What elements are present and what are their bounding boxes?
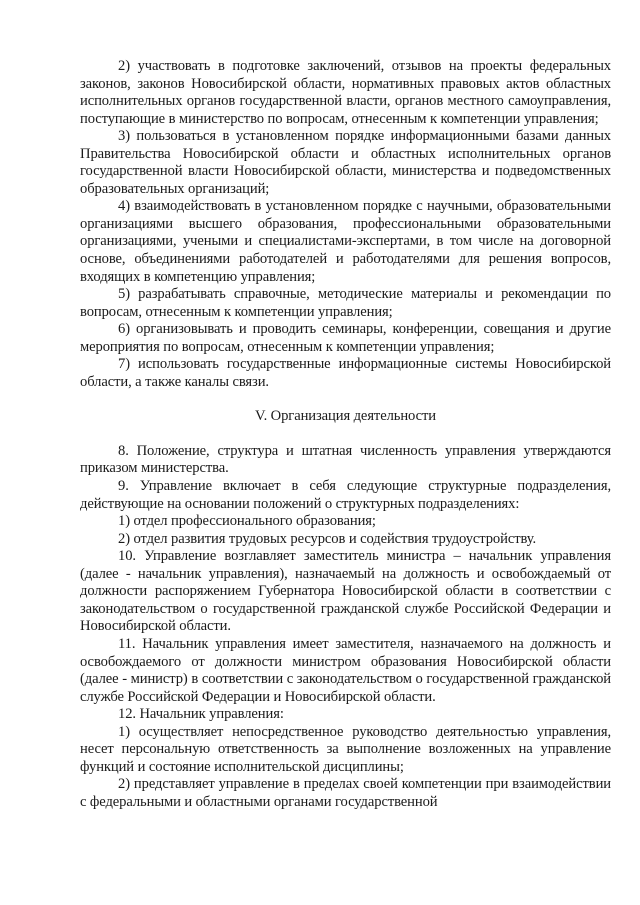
paragraph-9-item-1: 1) отдел профессионального образования;	[118, 513, 376, 530]
paragraph-11: 11. Начальник управления имеет заместителя, назначаемого на должность и освобождаемого от должности министром образования Новосибирской области (далее - министр) в соответствии с законодательством о государственной гражданской службе Российской Федерации и Новосибирской области.	[80, 635, 611, 705]
paragraph-item-2: 2) участвовать в подготовке заключений, отзывов на проекты федеральных законов, законов Новосибирской области, нормативных правовых актов областных исполнительных органов государственной власти, органов местного самоуправления, поступающие в министерство по вопросам, отнесенным к компетенции управления;	[80, 58, 611, 127]
paragraph-9-item-2: 2) отдел развития трудовых ресурсов и содействия трудоустройству.	[118, 530, 537, 547]
document-body	[80, 58, 611, 811]
paragraph-12: 12. Начальник управления:	[118, 706, 284, 723]
paragraph-item-6: 6) организовывать и проводить семинары, конференции, совещания и другие мероприятия по вопросам, отнесенным к компетенции управления;	[80, 321, 611, 355]
paragraph-12-item-1: 1) осуществляет непосредственное руководство деятельностью управления, несет персональную ответственность за выполнение возложенных на управление функций и состояние исполнительской дисциплины;	[80, 723, 611, 775]
paragraph-8: 8. Положение, структура и штатная численность управления утверждаются приказом министерства.	[80, 442, 611, 477]
paragraph-9: 9. Управление включает в себя следующие структурные подразделения, действующие на основании положений о структурных подразделениях:	[80, 478, 611, 512]
paragraph-item-4: 4) взаимодействовать в установленном порядке с научными, образовательными организациями высшего образования, профессиональными образовательными организациями, учеными и специалистами-экспертами, в том числе на договорной основе, объединениями работодателей и работодателями для решения вопросов, входящих в компетенцию управления;	[80, 198, 611, 285]
section-heading: V. Организация деятельности	[255, 408, 436, 425]
paragraph-item-7: 7) использовать государственные информационные системы Новосибирской области, а также каналы связи.	[80, 356, 611, 390]
paragraph-12-item-2: 2) представляет управление в пределах своей компетенции при взаимодействии с федеральными и областными органами государственной	[80, 776, 611, 810]
paragraph-item-5: 5) разрабатывать справочные, методические материалы и рекомендации по вопросам, отнесенным к компетенции управления;	[80, 286, 611, 320]
paragraph-10: 10. Управление возглавляет заместитель министра – начальник управления (далее - начальник управления), назначаемый на должность и освобождаемый от должности распоряжением Губернатора Новосибирской области в соответствии с законодательством о государственной гражданской службе Российской Федерации и Новосибирской области.	[80, 548, 611, 635]
paragraph-item-3: 3) пользоваться в установленном порядке информационными базами данных Правительства Новосибирской области и областных исполнительных органов государственной власти Новосибирской области, министерства и подведомственных образовательных организаций;	[80, 128, 611, 197]
